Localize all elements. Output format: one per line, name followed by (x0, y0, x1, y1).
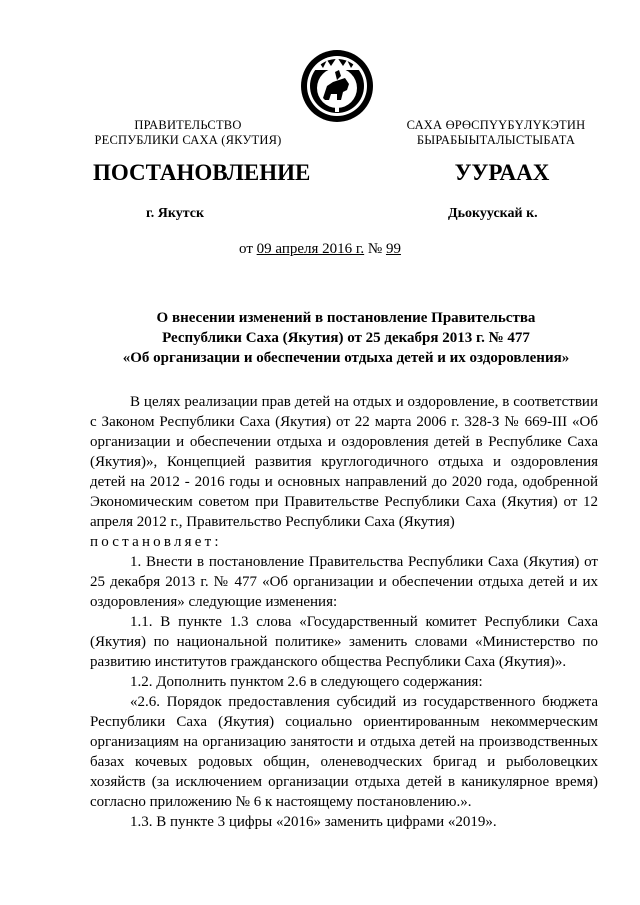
paragraph-1-3: 1.3. В пункте 3 цифры «2016» заменить цифрами «2019». (130, 814, 497, 830)
date-number-line (0, 241, 640, 258)
intro-paragraph: В целях реализации прав детей на отдых и оздоровление, в соответствии с Законом Республики Саха (Якутия) от 22 марта 2006 г. 328-З № 669-III «Об организации и обеспечении отдыха и оздоровления детей в Республике Саха (Якутия)», Концепцией развития круглогодичного отдыха и оздоровления детей на 2012 - 2016 годы и основных направлений до 2020 года, одобренной Экономическим советом при Правительстве Республики Саха (Якутия) от 12 апреля 2012 г., Правительство Республики Саха (Якутия) (90, 394, 598, 530)
paragraph-2-6-quote: «2.6. Порядок предоставления субсидий из государственного бюджета Республики Саха (Якутия) социально ориентированным некоммерческим организациям на организацию занятости и отдыха детей на производственных базах кочевых родовых общин, оленеводческих бригад и рыболовецких хозяйств (за исключением организации отдыха детей в каникулярное время) согласно приложению № 6 к настоящему постановлению.». (90, 694, 598, 810)
subject-line-1: О внесении изменений в постановление Правительства (156, 310, 536, 326)
document-subject (86, 308, 606, 368)
date-prefix: от (239, 241, 257, 257)
paragraph-1-2: 1.2. Дополнить пунктом 2.6 в следующего содержания: (130, 674, 483, 690)
resolves-word: постановляет: (90, 534, 222, 550)
city-sah: Дьокуускай к. (448, 206, 538, 221)
doc-type-ru: ПОСТАНОВЛЕНИЕ (93, 160, 311, 185)
coat-of-arms-emblem (299, 48, 375, 124)
subject-line-2: Республики Саха (Якутия) от 25 декабря 2013 г. № 477 (162, 330, 530, 346)
number-label: № (364, 241, 386, 257)
document-body (90, 392, 598, 832)
header-sah-line-1: САХА ӨРӨСПҮҮБҮЛҮКЭТИН (406, 118, 586, 132)
paragraph-1: 1. Внести в постановление Правительства Республики Саха (Якутия) от 25 декабря 2013 г. № 477 «Об организации и обеспечении отдыха детей и их оздоровления» следующие изменения: (90, 554, 598, 610)
subject-line-3: «Об организации и обеспечении отдыха детей и их оздоровления» (122, 350, 570, 366)
number-value: 99 (385, 241, 401, 257)
government-header-ru (90, 118, 286, 148)
city-ru: г. Якутск (146, 206, 205, 221)
doc-type-sah: УУРААХ (454, 160, 550, 185)
header-sah-line-2: БЫРАБЫЫТАЛЫСТЫБАТА (416, 133, 576, 147)
header-ru-line-2: РЕСПУБЛИКИ САХА (ЯКУТИЯ) (94, 133, 282, 147)
date-value: 09 апреля 2016 г. (256, 241, 365, 257)
header-ru-line-1: ПРАВИТЕЛЬСТВО (134, 118, 242, 132)
government-header-sah (386, 118, 606, 148)
paragraph-1-1: 1.1. В пункте 1.3 слова «Государственный комитет Республики Саха (Якутия) по национальной политике» заменить словами «Министерство по развитию институтов гражданского общества Республики Саха (Якутия)». (90, 614, 598, 670)
